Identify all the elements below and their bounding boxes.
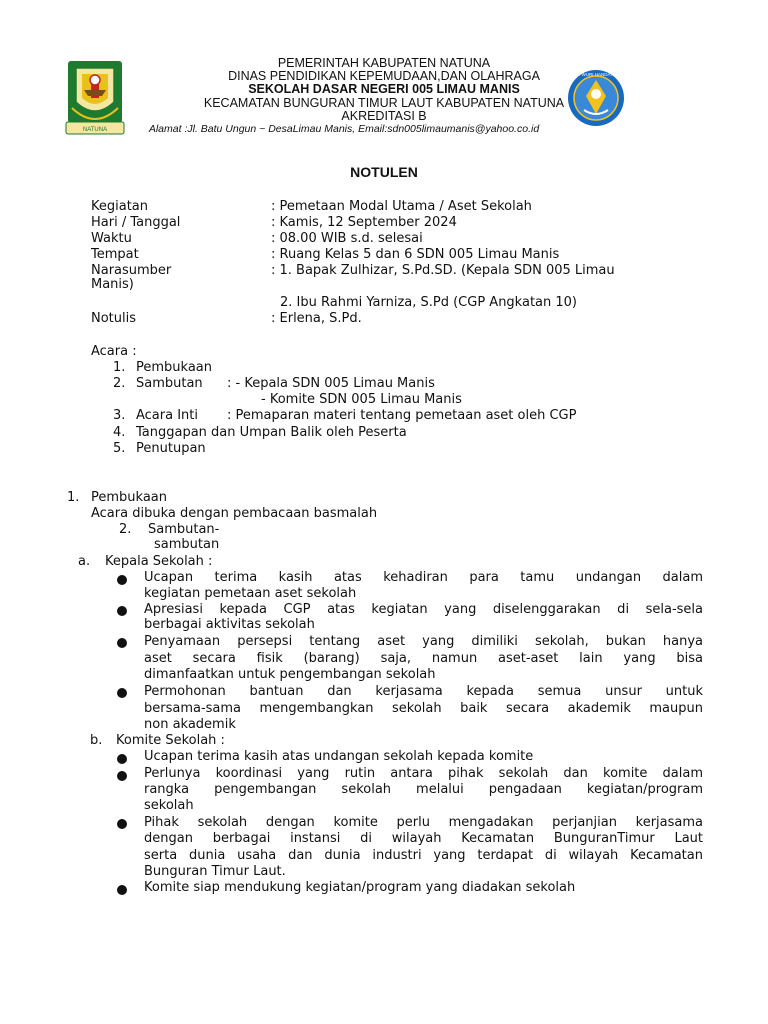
- komite-point-3-line: serta dunia usaha dan dunia industri yang terdapat di wilayah Kecamatan: [144, 848, 703, 863]
- kepala-point-2-line: berbagai aktivitas sekolah: [144, 617, 315, 632]
- kegiatan-label: Kegiatan: [91, 199, 149, 214]
- narasumber-value-1: : 1. Bapak Zulhizar, S.Pd.SD. (Kepala SDN 005 Limau: [271, 263, 615, 278]
- waktu-value: : 08.00 WIB s.d. selesai: [271, 231, 423, 246]
- komite-point-2-line: rangka pengembangan sekolah melalui pengadaan kegiatan/program: [144, 782, 703, 797]
- svg-text:NATUNA: NATUNA: [82, 127, 108, 133]
- kepala-point-3-line: dimanfaatkan untuk pengembangan sekolah: [144, 667, 436, 682]
- komite-point-2-line: Perlunya koordinasi yang rutin antara pihak sekolah dan komite dalam: [144, 766, 703, 781]
- section-sambutan-title-wrap: sambutan: [154, 537, 220, 552]
- hari-label: Hari / Tanggal: [91, 215, 181, 230]
- section-pembukaan-text: Acara dibuka dengan pembacaan basmalah: [91, 506, 378, 521]
- bullet-icon: [117, 638, 127, 648]
- tut-wuri-handayani-logo: [566, 66, 626, 130]
- bullet-icon: [117, 606, 127, 616]
- agenda-item-penutupan: Penutupan: [136, 441, 206, 456]
- agenda-sambutan-detail-1: : - Kepala SDN 005 Limau Manis: [227, 376, 435, 391]
- subsection-komite-sekolah-title: Komite Sekolah :: [116, 733, 225, 748]
- header-government: PEMERINTAH KABUPATEN NATUNA: [277, 56, 491, 70]
- subsection-label: a.: [78, 554, 91, 569]
- notulis-value: : Erlena, S.Pd.: [271, 311, 362, 326]
- hari-value: : Kamis, 12 September 2024: [271, 215, 457, 230]
- subsection-label: b.: [90, 733, 103, 748]
- agenda-heading: Acara :: [91, 344, 137, 359]
- header-address: Alamat :Jl. Batu Ungun ~ DesaLimau Manis, Email:sdn005limaumanis@yahoo.co.id: [148, 123, 540, 135]
- agenda-number: 1.: [113, 360, 126, 375]
- header-district: KECAMATAN BUNGURAN TIMUR LAUT KABUPATEN NATUNA: [203, 96, 565, 110]
- bullet-icon: [117, 688, 127, 698]
- bullet-icon: [117, 771, 127, 781]
- subsection-kepala-sekolah-title: Kepala Sekolah :: [105, 554, 213, 569]
- agenda-number: 4.: [113, 425, 126, 440]
- agenda-sambutan-detail-2: - Komite SDN 005 Limau Manis: [261, 392, 462, 407]
- kepala-point-3-line: Penyamaan persepsi tentang aset yang dimiliki sekolah, bukan hanya: [144, 634, 703, 649]
- komite-point-1-line: Ucapan terima kasih atas undangan sekolah kepada komite: [144, 749, 534, 764]
- header-school-name: SEKOLAH DASAR NEGERI 005 LIMAU MANIS: [248, 82, 520, 96]
- header-accreditation: AKREDITASI B: [341, 109, 427, 123]
- section-number: 1.: [67, 490, 80, 505]
- section-pembukaan-title: Pembukaan: [91, 490, 168, 505]
- kepala-point-4-line: non akademik: [144, 717, 236, 732]
- komite-point-3-line: Bunguran Timur Laut.: [144, 864, 286, 879]
- narasumber-value-2: 2. Ibu Rahmi Yarniza, S.Pd (CGP Angkatan 10): [280, 295, 577, 310]
- tempat-label: Tempat: [91, 247, 139, 262]
- section-sambutan-title: Sambutan-: [148, 522, 220, 537]
- agenda-acara-inti-detail: : Pemaparan materi tentang pemetaan aset oleh CGP: [227, 408, 577, 423]
- komite-point-2-line: sekolah: [144, 798, 194, 813]
- komite-point-3-line: dengan berbagai instansi di wilayah Kecamatan BunguranTimur Laut: [144, 831, 703, 846]
- section-number: 2.: [119, 522, 132, 537]
- kepala-point-1-line: kegiatan pemetaan aset sekolah: [144, 586, 357, 601]
- narasumber-label: Narasumber: [91, 263, 172, 278]
- agenda-item-tanggapan: Tanggapan dan Umpan Balik oleh Peserta: [136, 425, 407, 440]
- header-department: DINAS PENDIDIKAN KEPEMUDAAN,DAN OLAHRAGA: [228, 69, 540, 83]
- kepala-point-3-line: aset secara fisik (barang) saja, namun aset-aset lain yang bisa: [144, 651, 703, 666]
- bullet-icon: [117, 575, 127, 585]
- bullet-icon: [117, 885, 127, 895]
- agenda-number: 3.: [113, 408, 126, 423]
- kepala-point-1-line: Ucapan terima kasih atas kehadiran para tamu undangan dalam: [144, 570, 703, 585]
- komite-point-3-line: Pihak sekolah dengan komite perlu mengadakan perjanjian kerjasama: [144, 815, 703, 830]
- waktu-label: Waktu: [91, 231, 132, 246]
- letterhead: [0, 52, 768, 138]
- document-title: NOTULEN: [350, 164, 418, 180]
- tempat-value: : Ruang Kelas 5 dan 6 SDN 005 Limau Manis: [271, 247, 560, 262]
- kepala-point-4-line: Permohonan bantuan dan kerjasama kepada semua unsur untuk: [144, 684, 703, 699]
- kepala-point-4-line: bersama-sama mengembangkan sekolah baik secara akademik maupun: [144, 701, 703, 716]
- agenda-number: 2.: [113, 376, 126, 391]
- agenda-item-pembukaan: Pembukaan: [136, 360, 213, 375]
- agenda-item-acara-inti: Acara Inti: [136, 408, 199, 423]
- svg-text:TUT WURI HANDAYANI: TUT WURI HANDAYANI: [571, 72, 621, 77]
- notulis-label: Notulis: [91, 311, 137, 326]
- bullet-icon: [117, 754, 127, 764]
- kegiatan-value: : Pemetaan Modal Utama / Aset Sekolah: [271, 199, 532, 214]
- komite-point-4-line: Komite siap mendukung kegiatan/program yang diadakan sekolah: [144, 880, 576, 895]
- agenda-item-sambutan: Sambutan: [136, 376, 203, 391]
- narasumber-label-wrap: Manis): [91, 277, 134, 292]
- bullet-icon: [117, 819, 127, 829]
- agenda-number: 5.: [113, 441, 126, 456]
- kepala-point-2-line: Apresiasi kepada CGP atas kegiatan yang diselenggarakan di sela-sela: [144, 602, 703, 617]
